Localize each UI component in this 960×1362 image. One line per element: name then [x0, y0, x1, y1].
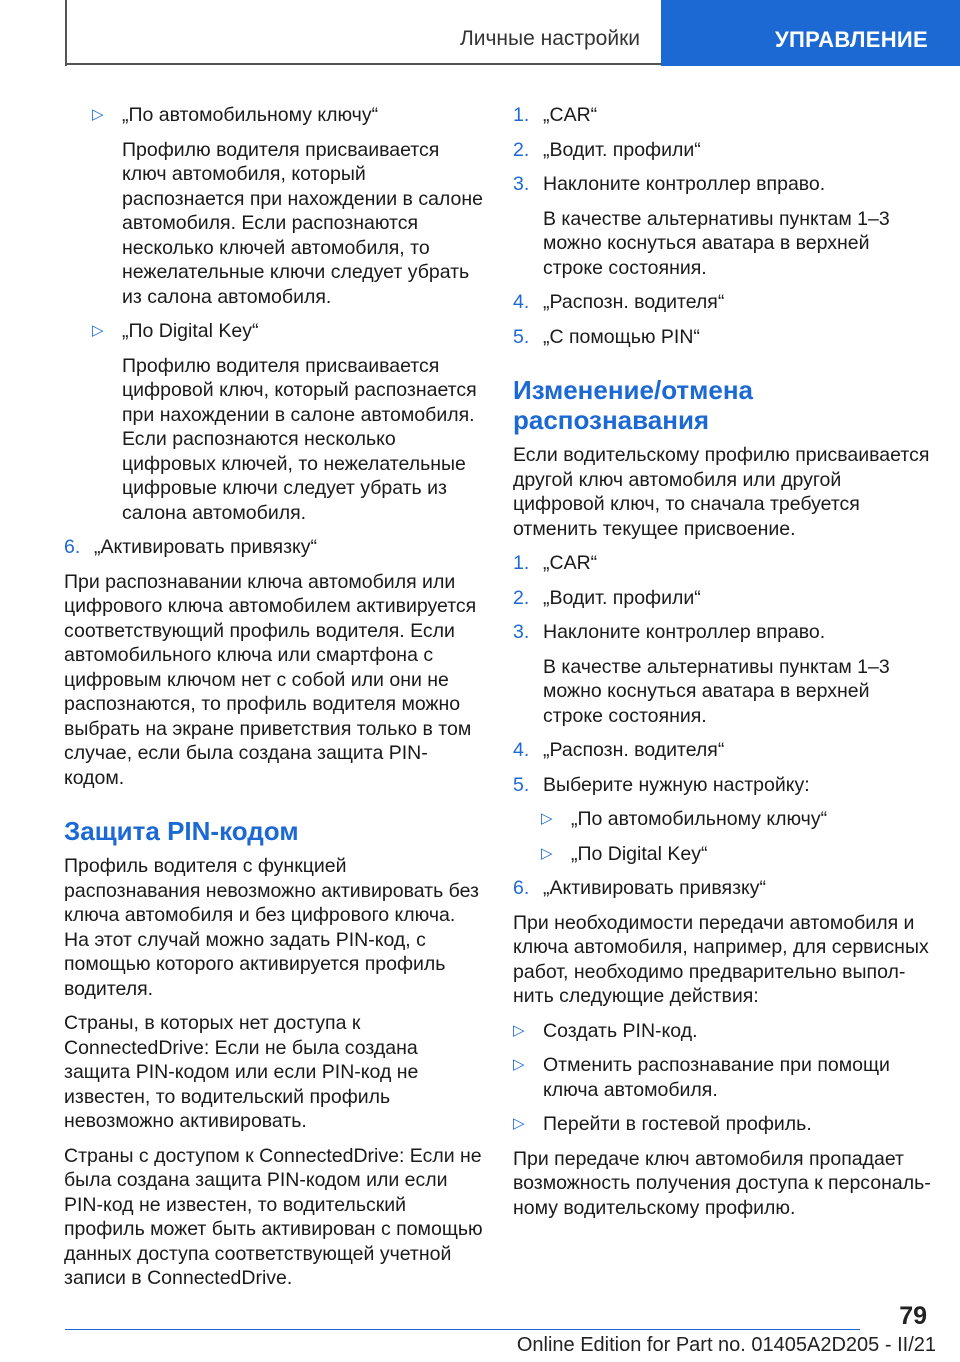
page-footer — [0, 1300, 960, 1362]
step-text: Наклоните контроллер вправо. — [543, 173, 826, 195]
sub-item-label: „По Digital Key“ — [122, 320, 259, 342]
step-number: 3. — [513, 173, 530, 195]
paragraph: При передаче ключ автомобиля пропадает возможность получения доступа к персональному водительскому профилю. — [513, 1147, 931, 1219]
step-item — [513, 738, 933, 763]
paragraph: Профиль водителя с функцией распознавания невозможно активировать без ключа автомобиля и без цифрового ключа. На этот случай можно задать PIN-код, с помощью которого активируется профиль водителя. — [64, 855, 479, 1000]
sub-item — [513, 807, 933, 832]
step-text: „Водит. профили“ — [543, 138, 701, 161]
step-item — [513, 551, 933, 576]
page-header — [0, 0, 960, 66]
triangle-bullet-icon: ▷ — [92, 322, 104, 339]
section-heading: Защита PIN-кодом — [64, 816, 299, 846]
step-number: 1. — [513, 104, 530, 126]
bullet-item — [513, 1112, 933, 1137]
step-note: В качестве альтернативы пунктам 1–3 можно коснуться аватара в верхней строке состояния. — [543, 655, 890, 727]
step-number: 2. — [513, 586, 530, 609]
step-item — [513, 103, 933, 128]
paragraph: При распознавании ключа автомобиля или цифрового ключа автомобилем активируется соответствующий профиль водителя. Если автомобильного ключа или смартфона с цифровым ключом нет с собой или они не распознаются, то профиль водителя можно выбрать на экране приветствия только в том случае, если была создана защита PIN-кодом. — [64, 570, 477, 789]
header-horizontal-rule — [65, 63, 661, 65]
step-text: Выберите нужную настройку: — [543, 773, 810, 796]
sub-item-description: Профилю водителя присваивается ключ автомобиля, который распознается при нахождении в салоне автомобиля. Если распознаются несколько ключей автомобиля, то нежелательные ключи следует убрать из салона автомобиля. — [122, 138, 483, 308]
paragraph: Страны, в которых нет доступа к ConnectedDrive: Если не была создана защита PIN-кодом или если PIN-код не известен, то водительский профиль невозможно активировать. — [64, 1012, 419, 1132]
step-number: 6. — [513, 877, 530, 899]
edition-note: Online Edition for Part no. 01405A2D205 - II/21 — [516, 1334, 936, 1356]
step-text: „CAR“ — [543, 104, 598, 126]
step-number: 6. — [64, 536, 81, 558]
step-number: 4. — [513, 739, 530, 761]
bullet-text: Создать PIN-код. — [543, 1019, 698, 1042]
step-item — [513, 325, 933, 350]
triangle-bullet-icon: ▷ — [513, 1115, 525, 1132]
triangle-bullet-icon: ▷ — [513, 1056, 525, 1073]
footer-rule — [65, 1329, 860, 1330]
bullet-text: Отменить распознавание при помощи ключа автомобиля. — [543, 1054, 890, 1101]
triangle-bullet-icon: ▷ — [513, 1021, 525, 1039]
step-number: 2. — [513, 138, 530, 161]
step-text: „Активировать привязку“ — [543, 877, 767, 899]
paragraph: При необходимости передачи автомобиля и ключа автомобиля, например, для сервисных работ, необходимо предварительно выполнить следующие действия: — [513, 911, 929, 1007]
bullet-item — [513, 1019, 933, 1044]
step-item — [513, 138, 933, 163]
triangle-bullet-icon: ▷ — [541, 810, 553, 827]
section-heading: Изменение/отмена распознавания — [513, 375, 754, 435]
step-number: 1. — [513, 552, 530, 574]
step-text: „С помощью PIN“ — [543, 325, 700, 348]
step-number: 3. — [513, 621, 530, 643]
sub-item — [513, 842, 933, 867]
sub-item-digital-key — [64, 319, 484, 344]
sub-item-label: „По автомобильному ключу“ — [571, 808, 828, 830]
sub-item-vehicle-key — [64, 103, 484, 128]
step-item — [513, 586, 933, 611]
paragraph: Если водительскому профилю присваивается другой ключ автомобиля или другой цифровой ключ, то сначала требуется отменить текущее присвоение. — [513, 444, 930, 540]
step-item — [513, 290, 933, 315]
step-text: Наклоните контроллер вправо. — [543, 621, 826, 643]
chapter-label: УПРАВЛЕНИЕ — [775, 27, 928, 52]
right-column — [513, 103, 933, 1230]
step-number: 5. — [513, 325, 530, 348]
triangle-bullet-icon: ▷ — [92, 106, 104, 123]
step-item — [513, 172, 933, 197]
step-note: В качестве альтернативы пунктам 1–3 можно коснуться аватара в верхней строке состояния. — [543, 207, 890, 279]
page-number: 79 — [899, 1302, 927, 1330]
step-text: „Распозн. водителя“ — [543, 291, 725, 313]
sub-item-label: „По Digital Key“ — [571, 842, 708, 865]
triangle-bullet-icon: ▷ — [541, 844, 553, 862]
header-vertical-rule — [65, 0, 67, 66]
step-item — [513, 620, 933, 645]
sub-item-label: „По автомобильному ключу“ — [122, 104, 379, 126]
step-item — [64, 535, 484, 560]
bullet-item — [513, 1053, 933, 1102]
bullet-text: Перейти в гостевой профиль. — [543, 1113, 812, 1135]
step-number: 4. — [513, 291, 530, 313]
step-text: „CAR“ — [543, 552, 598, 574]
step-text: „Распозн. водителя“ — [543, 739, 725, 761]
chapter-tab — [661, 0, 960, 66]
paragraph: Страны с доступом к ConnectedDrive: Если не была создана защита PIN-кодом или если PIN-код не известен, то водительский профиль может быть активирован с помощью данных доступа соответствующей учетной записи в ConnectedDrive. — [64, 1144, 483, 1289]
left-column — [64, 103, 484, 1301]
step-item — [513, 876, 933, 901]
section-title: Личные настройки — [459, 27, 640, 50]
step-text: „Водит. профили“ — [543, 586, 701, 609]
step-number: 5. — [513, 773, 530, 796]
sub-item-description: Профилю водителя присваивается цифровой ключ, который распознается при нахождении в салоне автомобиля. Если распознаются несколько цифровых ключей, то нежелательные цифровые ключи следует убрать из салона автомобиля. — [122, 354, 477, 524]
step-item — [513, 773, 933, 798]
step-text: „Активировать привязку“ — [94, 536, 318, 558]
